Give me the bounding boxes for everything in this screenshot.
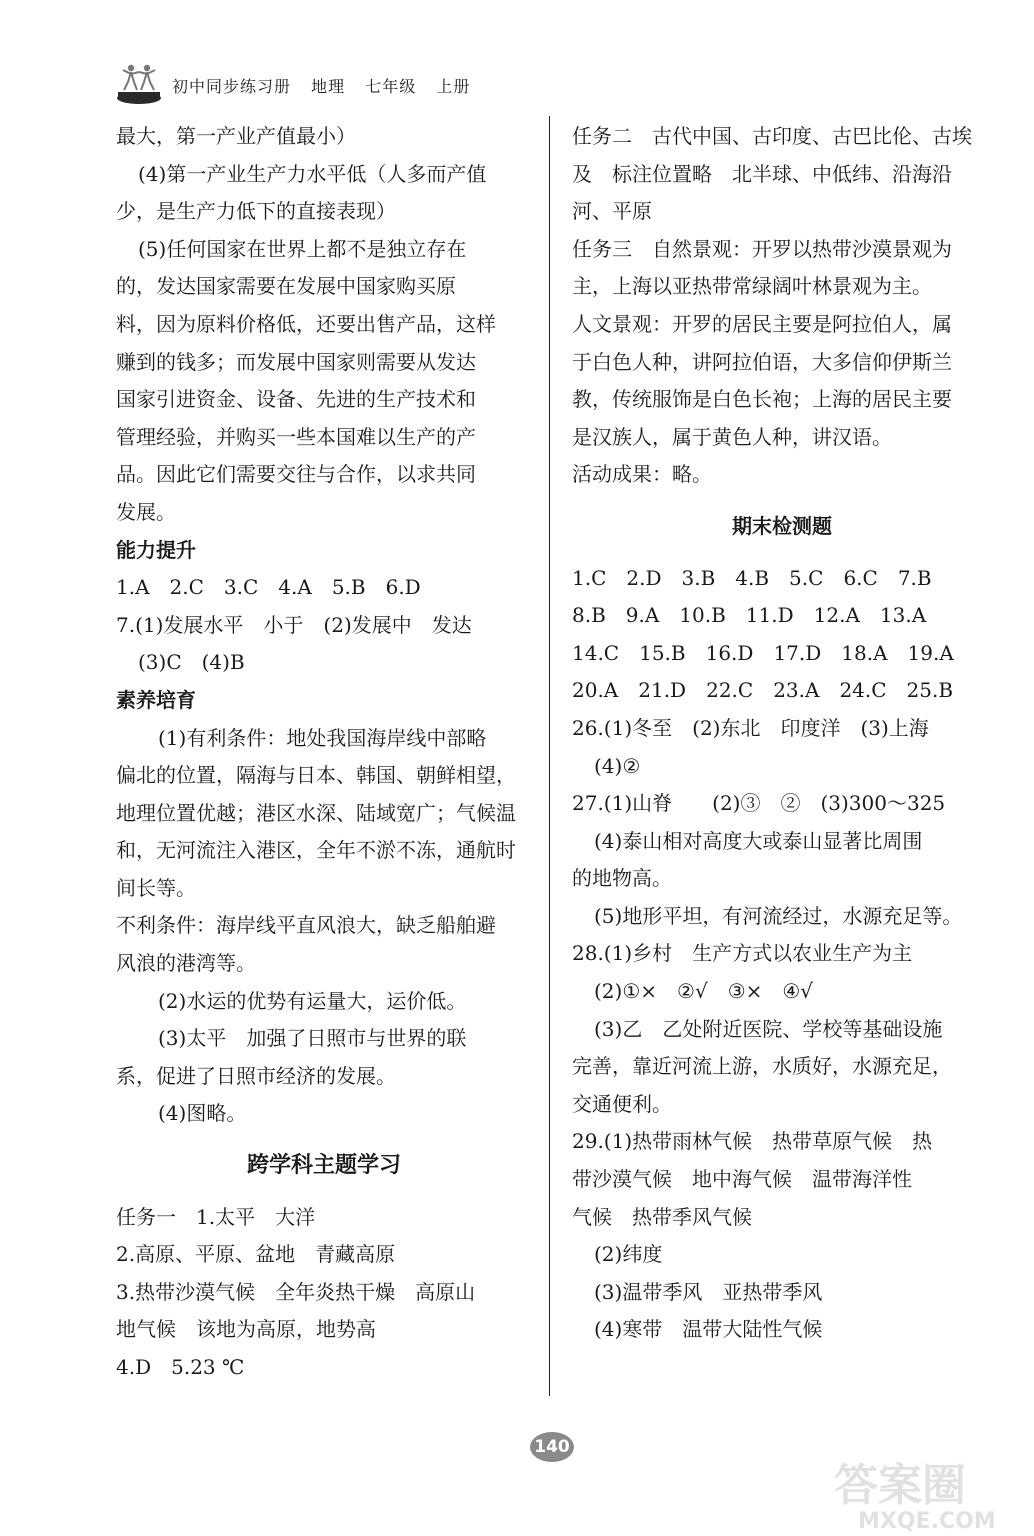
answer-line: (2)纬度 <box>594 1242 663 1267</box>
text-line: 地理位置优越；港区水深、陆域宽广；气候温 <box>116 800 516 825</box>
text-line: 任务三 自然景观：开罗以热带沙漠景观为 <box>572 236 952 261</box>
header-volume: 上册 <box>436 77 471 96</box>
answer-line: 的地物高。 <box>572 866 672 891</box>
text-line: 任务一 1.太平 大洋 <box>116 1204 316 1229</box>
answer-line: (3)乙 乙处附近医院、学校等基础设施 <box>594 1016 943 1041</box>
section-heading: 素养培育 <box>116 687 196 712</box>
answer-line: 20.A 21.D 22.C 23.A 24.C 25.B <box>572 678 954 703</box>
text-line: 是汉族人，属于黄色人种，讲汉语。 <box>572 424 892 449</box>
answer-line: (5)地形平坦，有河流经过，水源充足等。 <box>594 903 963 928</box>
text-line: 及 标注位置略 北半球、中低纬、沿海沿 <box>572 161 952 186</box>
text-line: (5)任何国家在世界上都不是独立存在 <box>138 236 467 261</box>
header-book: 初中同步练习册 <box>172 77 292 96</box>
text-line: 品。因此它们需要交往与合作，以求共同 <box>116 462 476 487</box>
text-line: (4)第一产业生产力水平低（人多而产值 <box>138 161 487 186</box>
watermark-logo <box>828 1452 1024 1532</box>
answer-line: 带沙漠气候 地中海气候 温带海洋性 <box>572 1167 912 1192</box>
text-line: 发展。 <box>116 499 176 524</box>
answer-line: 完善，靠近河流上游，水质好，水源充足， <box>572 1054 952 1079</box>
header-subject: 地理 <box>311 77 346 96</box>
answer-line: 27.(1)山脊 (2)③ ② (3)300～325 <box>572 791 946 816</box>
text-line: 3.热带沙漠气候 全年炎热干燥 高原山 <box>116 1279 476 1304</box>
text-line: (1)有利条件：地处我国海岸线中部略 <box>158 725 487 750</box>
right-column <box>572 118 992 1349</box>
text-line: 不利条件：海岸线平直风浪大，缺乏船舶避 <box>116 913 496 938</box>
answer-line: 7.(1)发展水平 小于 (2)发展中 发达 <box>116 612 472 637</box>
text-line: 地气候 该地为高原，地势高 <box>116 1317 376 1342</box>
text-line: 和，无河流注入港区，全年不淤不冻，通航时 <box>116 838 516 863</box>
answer-line: (3)温带季风 亚热带季风 <box>594 1279 823 1304</box>
text-line: 偏北的位置，隔海与日本、韩国、朝鲜相望， <box>116 763 516 788</box>
text-line: 活动成果：略。 <box>572 462 712 487</box>
answer-line: (4)② <box>594 753 641 778</box>
text-line: 国家引进资金、设备、先进的生产技术和 <box>116 387 476 412</box>
text-line: 风浪的港湾等。 <box>116 951 256 976</box>
answer-line: (4)寒带 温带大陆性气候 <box>594 1317 823 1342</box>
page-header <box>114 60 471 108</box>
answer-line: 28.(1)乡村 生产方式以农业生产为主 <box>572 941 913 966</box>
watermark-chars: 答案圈 <box>834 1460 966 1511</box>
text-line: 人文景观：开罗的居民主要是阿拉伯人，属 <box>572 311 952 336</box>
text-line: 的，发达国家需要在发展中国家购买原 <box>116 274 456 299</box>
text-line: 管理经验，并购买一些本国难以生产的产 <box>116 424 476 449</box>
answer-line: 气候 热带季风气候 <box>572 1204 752 1229</box>
left-column <box>116 118 532 1387</box>
section-heading: 能力提升 <box>116 537 196 562</box>
section-title: 期末检测题 <box>732 513 832 538</box>
answer-line: 8.B 9.A 10.B 11.D 12.A 13.A <box>572 603 927 628</box>
answer-line: 1.A 2.C 3.C 4.A 5.B 6.D <box>116 575 421 600</box>
section-title: 跨学科主题学习 <box>246 1152 401 1179</box>
text-line: (3)太平 加强了日照市与世界的联 <box>158 1026 467 1051</box>
text-line: 系，促进了日照市经济的发展。 <box>116 1063 396 1088</box>
text-line: 间长等。 <box>116 875 196 900</box>
text-line: 赚到的钱多；而发展中国家则需要从发达 <box>116 349 476 374</box>
answer-line: (3)C (4)B <box>138 650 245 675</box>
text-line: 教，传统服饰是白色长袍；上海的居民主要 <box>572 387 952 412</box>
text-line: 2.高原、平原、盆地 青藏高原 <box>116 1242 396 1267</box>
page-number: 140 <box>530 1432 574 1462</box>
watermark-url: MXQE.COM <box>858 1509 996 1532</box>
header-title <box>172 74 484 97</box>
text-line: 料，因为原料价格低，还要出售产品，这样 <box>116 311 496 336</box>
book-logo-icon <box>114 60 164 106</box>
column-divider <box>549 116 550 1396</box>
text-line: (4)图略。 <box>158 1101 247 1126</box>
answer-line: 交通便利。 <box>572 1091 672 1116</box>
answer-line: 1.C 2.D 3.B 4.B 5.C 6.C 7.B <box>572 565 932 590</box>
text-line: 4.D 5.23 ℃ <box>116 1355 245 1379</box>
text-line: 河、平原 <box>572 199 652 224</box>
text-line: (2)水运的优势有运量大，运价低。 <box>158 988 467 1013</box>
answer-line: (4)泰山相对高度大或泰山显著比周围 <box>594 828 923 853</box>
text-line: 少，是生产力低下的直接表现） <box>116 199 396 224</box>
text-line: 主，上海以亚热带常绿阔叶林景观为主。 <box>572 274 932 299</box>
answer-line: (2)①× ②√ ③× ④√ <box>594 979 814 1004</box>
header-grade: 七年级 <box>365 77 417 96</box>
text-line: 任务二 古代中国、古印度、古巴比伦、古埃 <box>572 124 972 148</box>
text-line: 于白色人种，讲阿拉伯语，大多信仰伊斯兰 <box>572 349 952 374</box>
text-line: 最大，第一产业产值最小） <box>116 124 356 148</box>
answer-line: 29.(1)热带雨林气候 热带草原气候 热 <box>572 1129 933 1154</box>
answer-line: 14.C 15.B 16.D 17.D 18.A 19.A <box>572 640 954 665</box>
answer-line: 26.(1)冬至 (2)东北 印度洋 (3)上海 <box>572 715 929 740</box>
